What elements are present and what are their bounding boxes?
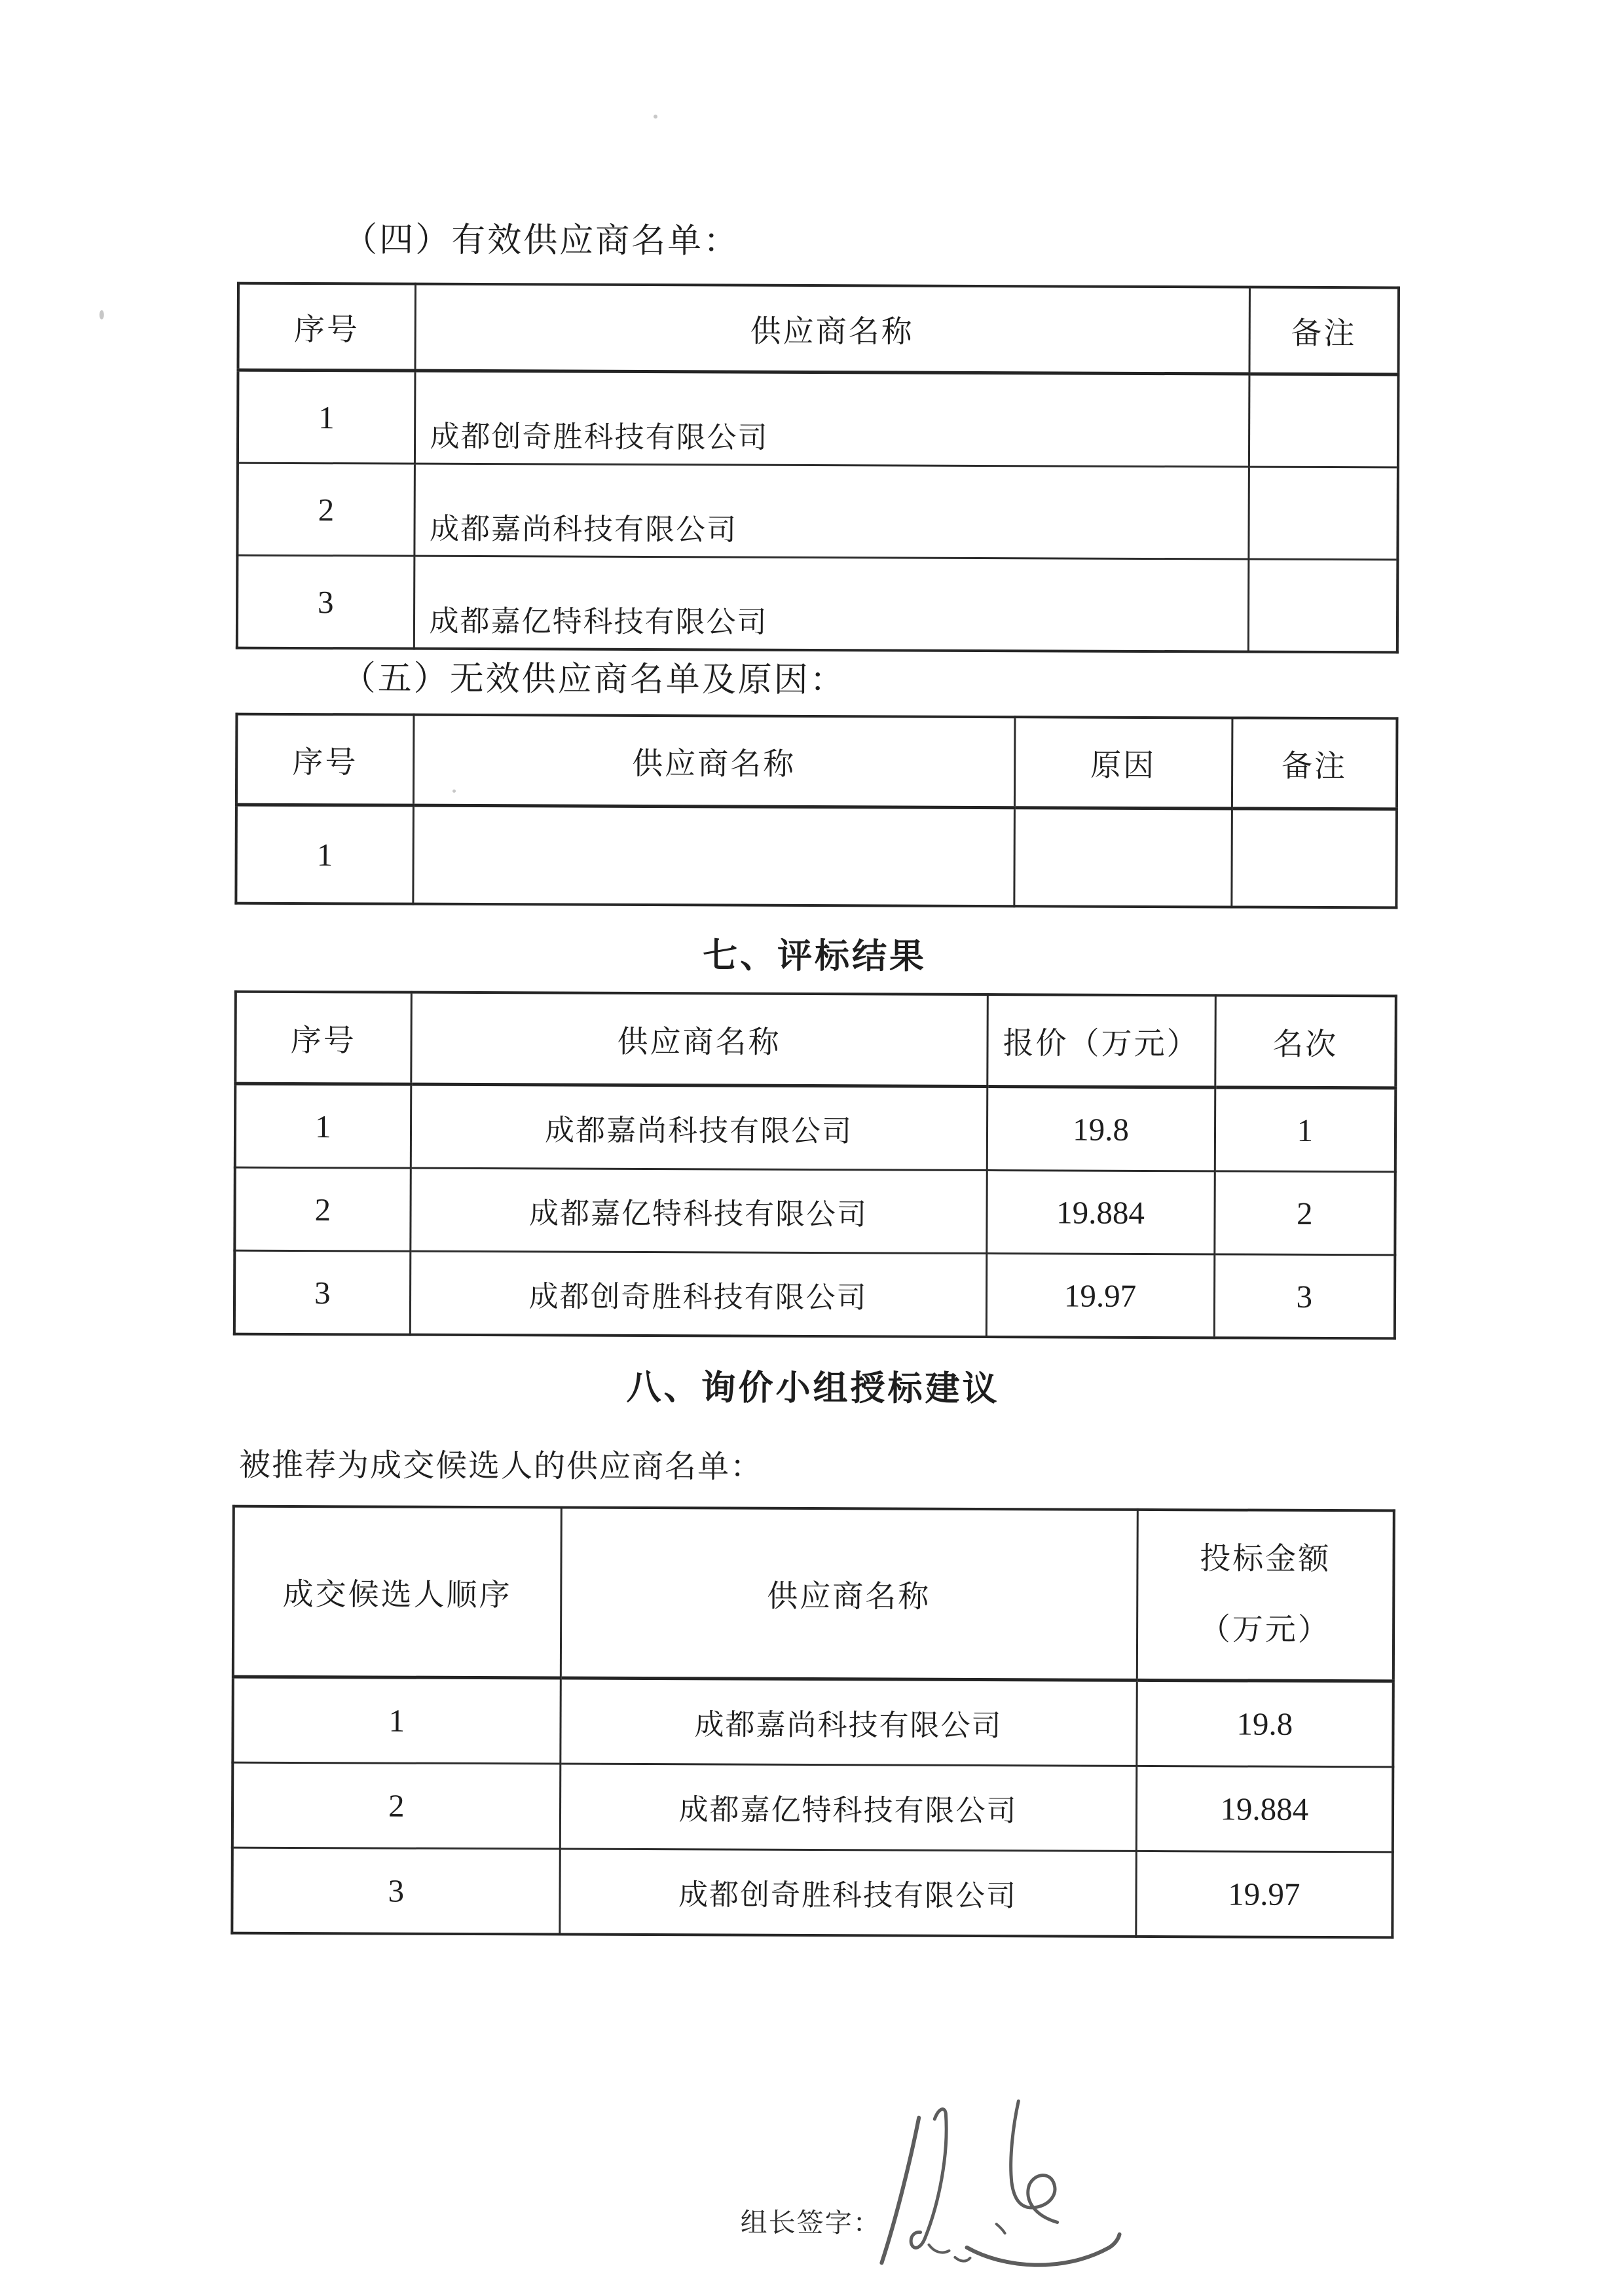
- scan-speck: [654, 115, 657, 118]
- header-seq: 序号: [238, 283, 415, 371]
- header-reason: 原因: [1014, 717, 1232, 809]
- header-candidate-order: 成交候选人顺序: [233, 1506, 561, 1678]
- section-heading-valid-suppliers: （四）有效供应商名单：: [343, 221, 740, 261]
- group-leader-signature-label: 组长签字：: [740, 2207, 881, 2238]
- header-bid-amount: [1137, 1510, 1394, 1681]
- cell-supplier-name: 成都嘉尚科技有限公司: [411, 1084, 987, 1170]
- table-row: [237, 555, 1398, 652]
- section-heading-invalid-suppliers: （五）无效供应商名单及原因：: [341, 660, 846, 700]
- cell-supplier-name: 成都嘉亿特科技有限公司: [414, 556, 1249, 651]
- cell-remark-empty: [1249, 374, 1399, 467]
- cell-price: 19.8: [987, 1087, 1215, 1171]
- scan-speck: [452, 790, 456, 793]
- cell-amount: 19.884: [1136, 1766, 1393, 1852]
- header-supplier-name: 供应商名称: [411, 993, 987, 1087]
- cell-amount: 19.97: [1135, 1851, 1392, 1937]
- cell-seq: 2: [234, 1167, 410, 1251]
- table-header-row: [233, 1506, 1394, 1681]
- section-heading-evaluation-result: 七、评标结果: [702, 936, 927, 976]
- cell-price: 19.97: [986, 1254, 1214, 1338]
- table-row: [232, 1762, 1393, 1852]
- table-row: [235, 1084, 1395, 1172]
- cell-seq: 1: [235, 1084, 411, 1168]
- table-row: [232, 1677, 1393, 1767]
- cell-seq: 2: [237, 463, 415, 556]
- table-row: [236, 805, 1397, 907]
- header-bid-amount-line1: 投标金额: [1200, 1542, 1331, 1577]
- table-row: [238, 370, 1399, 467]
- cell-order: 2: [232, 1762, 560, 1849]
- award-candidates-table: [231, 1505, 1395, 1939]
- cell-amount: 19.8: [1136, 1680, 1393, 1767]
- evaluation-result-table: [233, 991, 1397, 1340]
- header-rank: 名次: [1215, 995, 1396, 1088]
- header-seq: 序号: [236, 714, 414, 806]
- valid-suppliers-table: [236, 282, 1400, 654]
- recommended-candidates-line: 被推荐为成交候选人的供应商名单：: [238, 1448, 764, 1485]
- scan-speck: [100, 310, 104, 319]
- header-price: 报价（万元）: [987, 994, 1215, 1087]
- cell-seq: 3: [237, 555, 415, 649]
- header-supplier-name: 供应商名称: [415, 284, 1249, 374]
- cell-reason-empty: [1014, 808, 1232, 907]
- header-bid-amount-line2: （万元）: [1199, 1613, 1331, 1648]
- table-header-row: [236, 714, 1397, 809]
- table-row: [234, 1250, 1395, 1338]
- cell-remark-empty: [1248, 467, 1398, 560]
- cell-rank: 2: [1214, 1171, 1395, 1255]
- cell-supplier-name: 成都嘉亿特科技有限公司: [560, 1764, 1136, 1851]
- cell-rank: 1: [1215, 1087, 1395, 1172]
- table-header-row: [238, 283, 1398, 374]
- cell-seq: 1: [236, 805, 413, 904]
- handwritten-signature: [863, 2095, 1126, 2293]
- table-row: [234, 1167, 1395, 1255]
- header-seq: 序号: [235, 992, 411, 1085]
- cell-supplier-name: 成都嘉亿特科技有限公司: [410, 1168, 986, 1253]
- cell-price: 19.884: [986, 1171, 1214, 1254]
- header-supplier-name: 供应商名称: [561, 1508, 1137, 1681]
- cell-seq: 1: [238, 370, 415, 464]
- cell-supplier-name: 成都嘉尚科技有限公司: [414, 464, 1249, 559]
- cell-supplier-name: 成都创奇胜科技有限公司: [559, 1849, 1135, 1937]
- cell-supplier-name: 成都创奇胜科技有限公司: [410, 1251, 986, 1337]
- table-header-row: [235, 992, 1396, 1088]
- header-remark: 备注: [1249, 287, 1399, 374]
- cell-seq: 3: [234, 1250, 410, 1335]
- cell-rank: 3: [1214, 1254, 1395, 1339]
- cell-supplier-name: 成都创奇胜科技有限公司: [415, 371, 1249, 467]
- invalid-suppliers-table: [234, 713, 1398, 909]
- section-heading-award-recommendation: 八、询价小组授标建议: [626, 1368, 1000, 1409]
- table-row: [237, 463, 1398, 560]
- cell-remark-empty: [1231, 809, 1397, 907]
- cell-remark-empty: [1248, 559, 1398, 652]
- header-remark: 备注: [1232, 718, 1397, 809]
- table-row: [232, 1848, 1392, 1937]
- cell-supplier-name: 成都嘉尚科技有限公司: [560, 1678, 1136, 1766]
- cell-supplier-name-empty: [413, 805, 1014, 906]
- cell-order: 3: [232, 1848, 559, 1934]
- cell-order: 1: [232, 1677, 560, 1764]
- header-supplier-name: 供应商名称: [413, 715, 1015, 808]
